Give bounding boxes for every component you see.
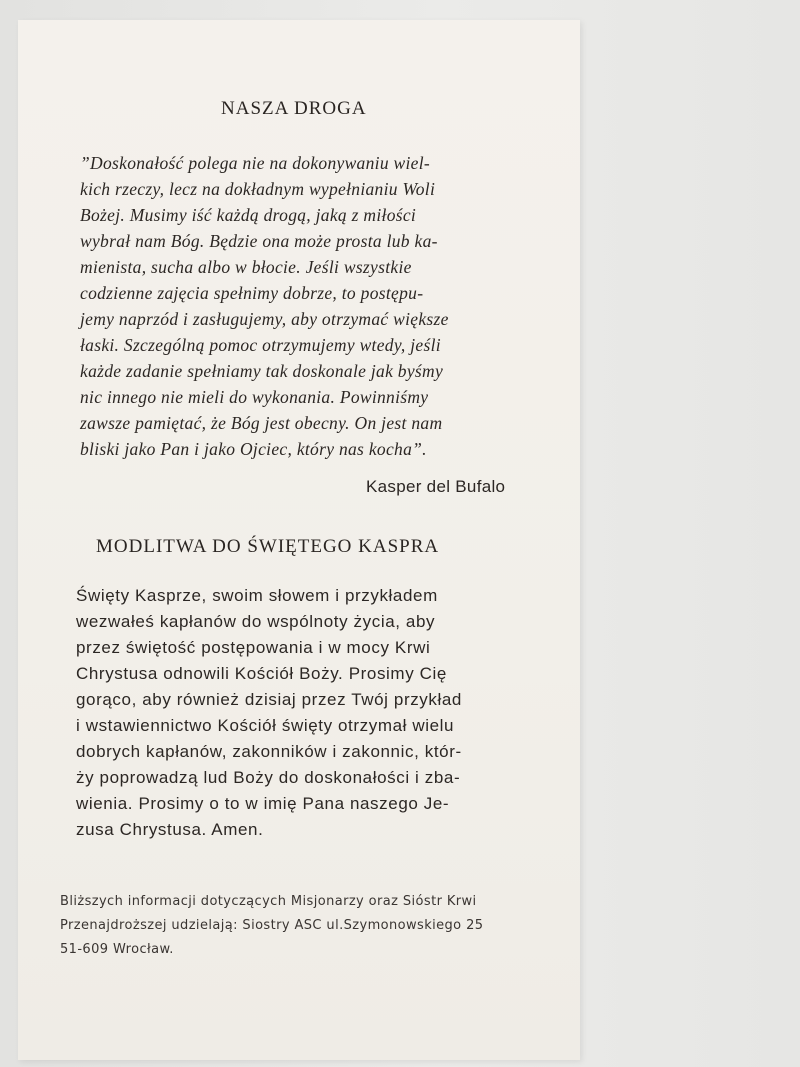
footer-line: Przenajdroższej udzielają: Siostry ASC ul.Szymonowskiego 25	[60, 918, 484, 933]
quote-line: codzienne zajęcia spełnimy dobrze, to postępu-	[80, 283, 424, 303]
quote-line: łaski. Szczególną pomoc otrzymujemy wtedy, jeśli	[80, 335, 441, 355]
prayer-line: zusa Chrystusa. Amen.	[76, 820, 264, 839]
prayer-line: Święty Kasprze, swoim słowem i przykładem	[76, 586, 438, 605]
prayer-line: Chrystusa odnowili Kościół Boży. Prosimy Cię	[76, 664, 447, 683]
quote-line: zawsze pamiętać, że Bóg jest obecny. On jest nam	[80, 413, 443, 433]
quote-line: bliski jako Pan i jako Ojciec, który nas kocha”.	[80, 439, 427, 459]
prayer-line: i wstawiennictwo Kościół święty otrzymał wielu	[76, 716, 455, 735]
prayer-line: dobrych kapłanów, zakonników i zakonnic, któr-	[76, 742, 462, 761]
footer-line: 51-609 Wrocław.	[60, 942, 174, 957]
quote-line: mienista, sucha albo w błocie. Jeśli wszystkie	[80, 257, 412, 277]
prayer-line: wienia. Prosimy o to w imię Pana naszego Je-	[76, 794, 450, 813]
prayer-line: wezwałeś kapłanów do wspólnoty życia, aby	[76, 612, 436, 631]
prayer-title: MODLITWA DO ŚWIĘTEGO KASPRA	[96, 536, 440, 557]
quote-line: nic innego nie mieli do wykonania. Powinniśmy	[80, 387, 429, 407]
quote-line: jemy naprzód i zasługujemy, aby otrzymać większe	[80, 309, 449, 329]
quote-line: Bożej. Musimy iść każdą drogą, jaką z miłości	[80, 205, 417, 225]
prayer-line: ży poprowadzą lud Boży do doskonałości i zba-	[76, 768, 461, 787]
prayer-line: przez świętość postępowania i w mocy Krwi	[76, 638, 431, 657]
quote-line: kich rzeczy, lecz na dokładnym wypełnianiu Woli	[80, 179, 436, 199]
quote-author: Kasper del Bufalo	[366, 477, 506, 496]
card-title: NASZA DROGA	[221, 98, 367, 119]
footer-line: Bliższych informacji dotyczących Misjonarzy oraz Sióstr Krwi	[60, 894, 477, 909]
prayer-card	[18, 20, 580, 1060]
quote-line: wybrał nam Bóg. Będzie ona może prosta lub ka-	[80, 231, 438, 251]
quote-line: ”Doskonałość polega nie na dokonywaniu wiel-	[80, 153, 431, 173]
quote-line: każde zadanie spełniamy tak doskonale jak byśmy	[80, 361, 444, 381]
prayer-line: gorąco, aby również dzisiaj przez Twój przykład	[76, 690, 462, 709]
